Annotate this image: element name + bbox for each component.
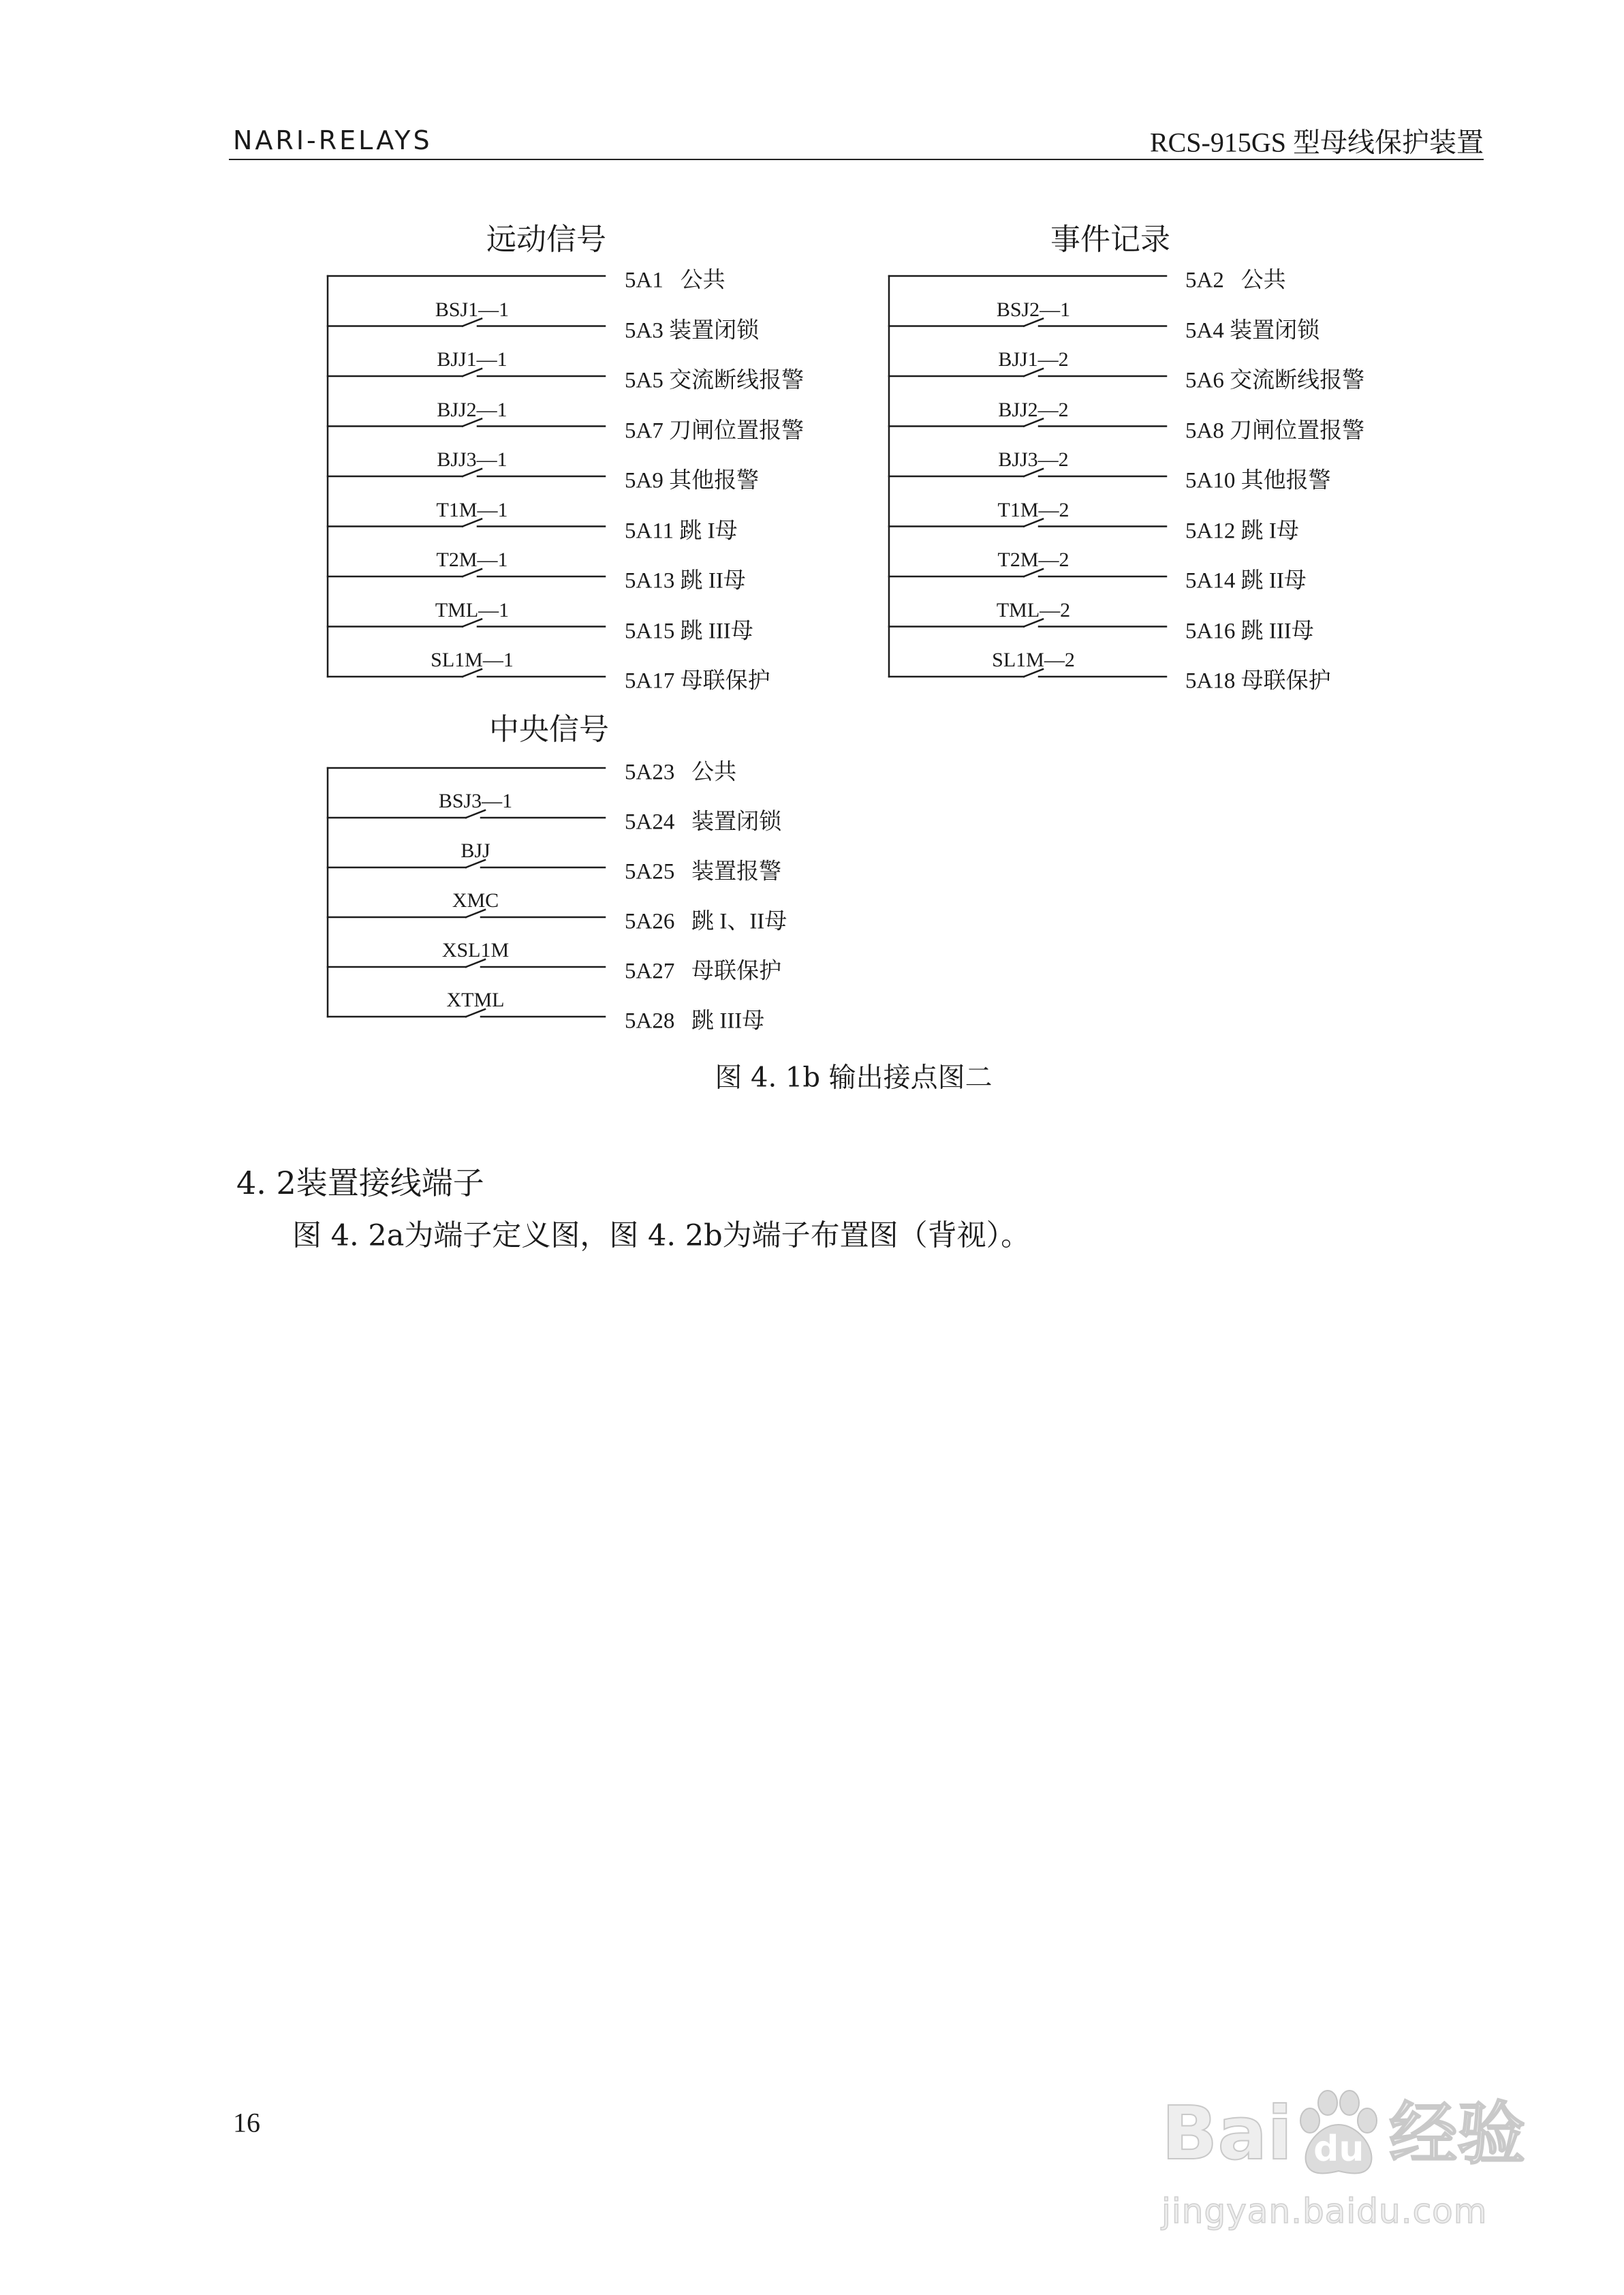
terminal-label: 5A13 跳 II母 <box>625 568 746 594</box>
baidu-logo <box>1161 2086 1543 2182</box>
terminal-label: 5A25 装置报警 <box>625 859 782 884</box>
contact-label: BSJ3—1 <box>438 790 513 812</box>
header-document-title: RCS-915GS 型母线保护装置 <box>1149 127 1484 158</box>
terminal-label: 5A11 跳 I母 <box>625 519 738 543</box>
terminal-label: 5A16 跳 III母 <box>1185 619 1314 643</box>
terminal-label: 5A4 装置闭锁 <box>1185 318 1320 343</box>
terminal-label: 5A18 母联保护 <box>1185 668 1331 694</box>
terminal-label: 5A28 跳 III母 <box>625 1008 765 1034</box>
diagram-title: 中央信号 <box>489 712 609 747</box>
contact-label: T1M—1 <box>436 498 508 521</box>
contact-label: T2M—1 <box>436 549 508 571</box>
contact-label: BJJ <box>460 840 490 862</box>
terminal-label: 5A15 跳 III母 <box>625 619 753 643</box>
contact-label: BJJ2—1 <box>437 398 507 421</box>
section-heading: 4. 2装置接线端子 <box>236 1165 484 1201</box>
contact-label: BJJ1—1 <box>437 348 507 371</box>
terminal-label: 5A10 其他报警 <box>1185 468 1331 493</box>
contact-label: SL1M—1 <box>431 649 514 671</box>
terminal-label: 5A9 其他报警 <box>625 468 760 493</box>
figure-caption: 图 4. 1b 输出接点图二 <box>715 1062 993 1094</box>
contact-label: XTML <box>446 989 505 1011</box>
contact-label: BJJ1—2 <box>998 348 1069 371</box>
diagram-title: 事件记录 <box>1050 222 1170 257</box>
contact-label: BSJ2—1 <box>996 298 1071 321</box>
terminal-label: 5A3 装置闭锁 <box>625 318 760 343</box>
contact-label: SL1M—2 <box>992 649 1075 671</box>
contact-label: TML—1 <box>435 598 510 621</box>
contact-label: BSJ1—1 <box>435 298 510 321</box>
logo-text-du: du <box>1313 2129 1364 2170</box>
contact-label: BJJ3—1 <box>437 448 507 471</box>
contact-label: BJJ2—2 <box>998 398 1069 421</box>
contact-label: TML—2 <box>996 598 1071 621</box>
terminal-label-common: 5A2 公共 <box>1185 268 1286 293</box>
terminal-label: 5A24 装置闭锁 <box>625 810 782 835</box>
terminal-label: 5A6 交流断线报警 <box>1185 368 1365 393</box>
watermark-url: jingyan.baidu.com <box>1161 2191 1488 2231</box>
contact-label: T1M—2 <box>997 498 1069 521</box>
header-brand: NARI-RELAYS <box>233 125 433 155</box>
contact-label: XMC <box>452 889 499 912</box>
terminal-label: 5A7 刀闸位置报警 <box>625 418 805 443</box>
contact-label: T2M—2 <box>997 549 1069 571</box>
logo-text-jingyan: 经验 <box>1389 2094 1526 2174</box>
baidu-jingyan-watermark <box>1161 2086 1543 2243</box>
terminal-label-common: 5A23 公共 <box>625 760 737 785</box>
contact-label: BJJ3—2 <box>998 448 1069 471</box>
contact-label: XSL1M <box>441 939 510 961</box>
terminal-label: 5A27 母联保护 <box>625 959 782 984</box>
terminal-label: 5A12 跳 I母 <box>1185 519 1299 543</box>
terminal-label: 5A26 跳 I、II母 <box>625 909 787 934</box>
page-number: 16 <box>233 2107 260 2138</box>
logo-text-bai: Bai <box>1161 2091 1293 2176</box>
terminal-label: 5A14 跳 II母 <box>1185 568 1307 594</box>
terminal-label: 5A17 母联保护 <box>625 668 770 694</box>
section-paragraph: 图 4. 2a为端子定义图，图 4. 2b为端子布置图（背视）。 <box>292 1218 1031 1253</box>
terminal-label: 5A8 刀闸位置报警 <box>1185 418 1365 443</box>
diagram-title: 远动信号 <box>486 222 606 257</box>
terminal-label-common: 5A1 公共 <box>625 268 725 293</box>
paw-icon <box>1295 2089 1382 2179</box>
terminal-label: 5A5 交流断线报警 <box>625 368 805 393</box>
